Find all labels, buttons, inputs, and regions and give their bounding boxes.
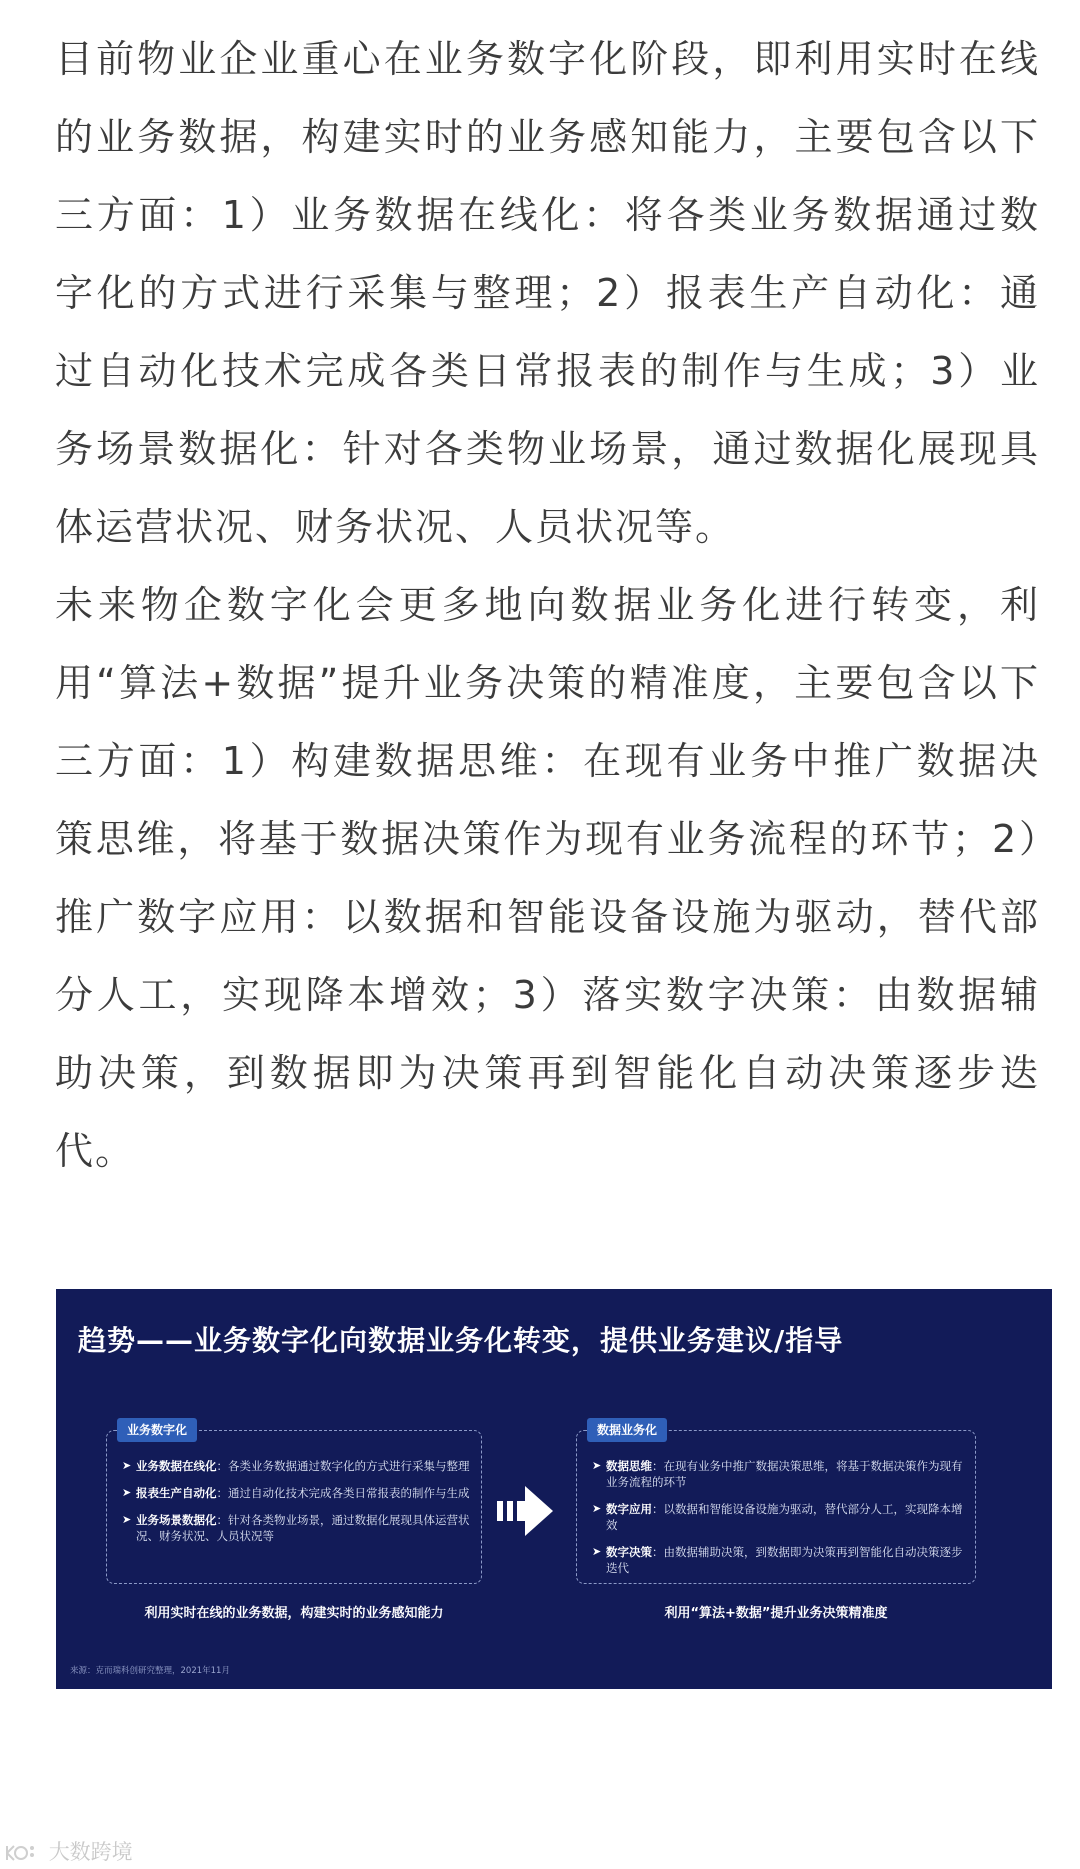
watermark — [4, 1839, 133, 1865]
article-paragraph-1: 目前物业企业重心在业务数字化阶段，即利用实时在线的业务数据，构建实时的业务感知能力，主要包含以下三方面：1）业务数据在线化：将各类业务数据通过数字化的方式进行采集与整理；2）报表生产自动化：通过自动化技术完成各类日常报表的制作与生成；3）业务场景数据化：针对各类物业场景，通过数据化展现具体运营状况、财务状况、人员状况等。 — [55, 37, 1040, 549]
item-text: ：通过自动化技术完成各类日常报表的制作与生成 — [216, 1486, 470, 1500]
panel-label: 业务数字化 — [117, 1418, 197, 1442]
list-item — [592, 1544, 966, 1576]
item-heading: 业务数据在线化 — [136, 1459, 217, 1473]
bullet-arrow-icon: ➤ — [122, 1486, 132, 1499]
item-text: ：以数据和智能设备设施为驱动，替代部分人工，实现降本增效 — [606, 1502, 963, 1532]
list-item — [122, 1512, 472, 1544]
list-item — [592, 1501, 966, 1533]
panel-label: 数据业务化 — [587, 1418, 667, 1442]
item-text: ：由数据辅助决策，到数据即为决策再到智能化自动决策逐步迭代 — [606, 1545, 963, 1575]
bullet-arrow-icon: ➤ — [592, 1545, 602, 1558]
article-paragraph-2: 未来物企数字化会更多地向数据业务化进行转变，利用“算法+数据”提升业务决策的精准度，主要包含以下三方面：1）构建数据思维：在现有业务中推广数据决策思维，将基于数据决策作为现有业务流程的环节；2）推广数字应用：以数据和智能设备设施为驱动，替代部分人工，实现降本增效；3）落实数字决策：由数据辅助决策，到数据即为决策再到智能化自动决策逐步迭代。 — [55, 583, 1040, 1173]
watermark-text: 大数跨境 — [48, 1840, 133, 1864]
business-digitalization-panel — [106, 1418, 482, 1646]
article-body — [55, 20, 1040, 1190]
slide-title: 趋势——业务数字化向数据业务化转变，提供业务建议/指导 — [78, 1324, 844, 1357]
panel-caption: 利用实时在线的业务数据，构建实时的业务感知能力 — [144, 1606, 444, 1621]
right-arrow-icon — [497, 1486, 553, 1536]
item-text: ：各类业务数据通过数字化的方式进行采集与整理 — [216, 1459, 470, 1473]
item-text: ：在现有业务中推广数据决策思维，将基于数据决策作为现有业务流程的环节 — [606, 1459, 963, 1489]
trend-slide-image — [56, 1289, 1052, 1689]
item-heading: 数字应用 — [606, 1502, 652, 1516]
bullet-arrow-icon: ➤ — [592, 1502, 602, 1515]
watermark-logo-icon — [4, 1843, 38, 1863]
panel-item-list — [122, 1458, 472, 1555]
list-item — [122, 1485, 472, 1501]
item-heading: 数据思维 — [606, 1459, 652, 1473]
panel-item-list — [592, 1458, 966, 1587]
item-heading: 报表生产自动化 — [136, 1486, 217, 1500]
data-businessization-panel — [576, 1418, 976, 1646]
list-item — [592, 1458, 966, 1490]
bullet-arrow-icon: ➤ — [592, 1459, 602, 1472]
list-item — [122, 1458, 472, 1474]
bullet-arrow-icon: ➤ — [122, 1513, 132, 1526]
bullet-arrow-icon: ➤ — [122, 1459, 132, 1472]
source-note: 来源：克而瑞科创研究整理，2021年11月 — [70, 1666, 230, 1676]
item-text: ：针对各类物业场景，通过数据化展现具体运营状况、财务状况、人员状况等 — [136, 1513, 470, 1543]
item-heading: 数字决策 — [606, 1545, 652, 1559]
item-heading: 业务场景数据化 — [136, 1513, 217, 1527]
panel-caption: 利用“算法+数据”提升业务决策精准度 — [664, 1606, 888, 1621]
